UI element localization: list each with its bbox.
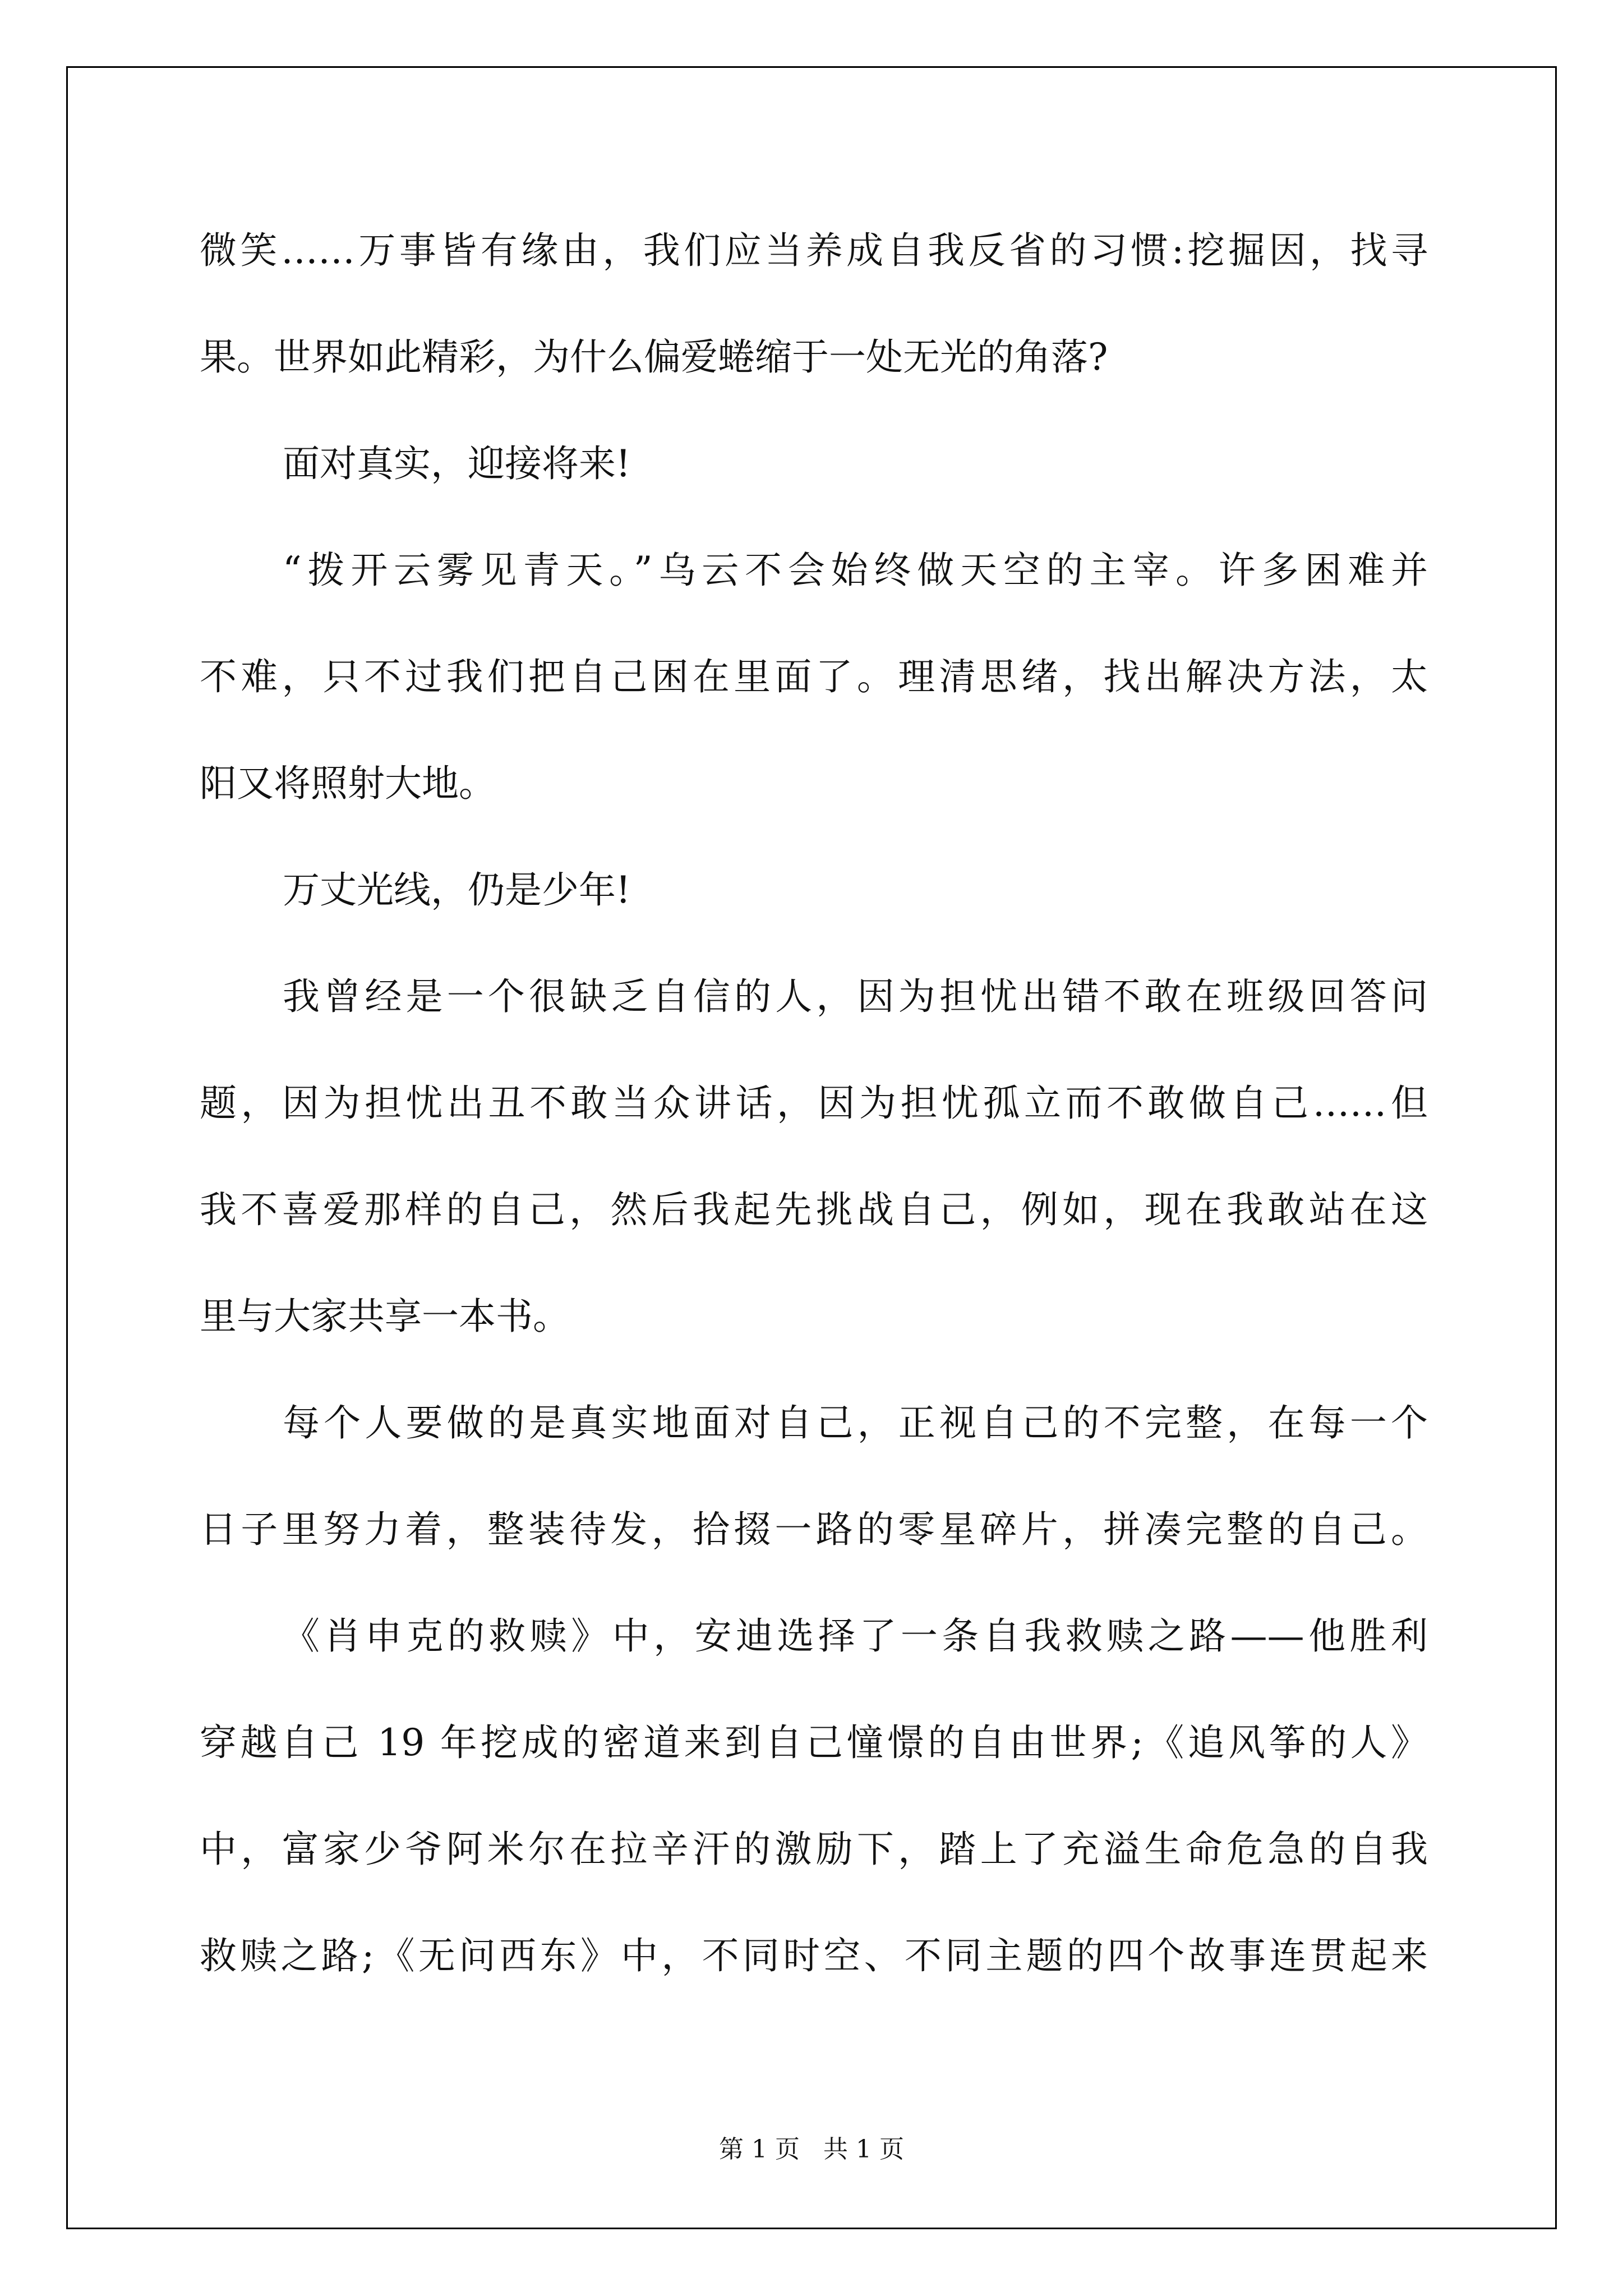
text-line: 每个人要做的是真实地面对自己，正视自己的不完整，在每一个 — [283, 1401, 1428, 1444]
text-line: 救赎之路;《无问西东》中，不同时空、不同主题的四个故事连贯起来 — [200, 1934, 1428, 1977]
text-line: 里与大家共享一本书。 — [200, 1295, 570, 1338]
text-line: 不难，只不过我们把自己困在里面了。理清思绪，找出解决方法，太 — [200, 655, 1428, 698]
text-line: 日子里努力着，整装待发，拾掇一路的零星碎片，拼凑完整的自己。 — [200, 1508, 1428, 1551]
text-line: “拨开云雾见青天。”乌云不会始终做天空的主宰。许多困难并 — [283, 549, 1428, 592]
text-line: 我曾经是一个很缺乏自信的人，因为担忧出错不敢在班级回答问 — [283, 975, 1428, 1018]
text-line: 微笑……万事皆有缘由，我们应当养成自我反省的习惯:挖掘因，找寻 — [200, 229, 1428, 272]
page-total: 共 1 页 — [823, 2135, 904, 2164]
document-body — [200, 218, 1428, 2030]
page-footer — [0, 2133, 1623, 2166]
text-line: 题，因为担忧出丑不敢当众讲话，因为担忧孤立而不敢做自己……但 — [200, 1082, 1428, 1125]
page-number: 第 1 页 — [719, 2135, 800, 2164]
text-line: 面对真实，迎接将来! — [283, 442, 631, 485]
text-line: 万丈光线，仍是少年! — [283, 868, 631, 912]
text-line: 果。世界如此精彩，为什么偏爱蜷缩于一处无光的角落? — [200, 335, 1108, 379]
text-line: 阳又将照射大地。 — [200, 762, 496, 805]
text-line: 《肖申克的救赎》中，安迪选择了一条自我救赎之路——他胜利 — [283, 1614, 1428, 1658]
text-line: 中，富家少爷阿米尔在拉辛汗的激励下，踏上了充溢生命危急的自我 — [200, 1828, 1428, 1871]
text-line: 穿越自己 19 年挖成的密道来到自己憧憬的自由世界;《追风筝的人》 — [200, 1721, 1428, 1764]
text-line: 我不喜爱那样的自己，然后我起先挑战自己，例如，现在我敢站在这 — [200, 1188, 1428, 1231]
